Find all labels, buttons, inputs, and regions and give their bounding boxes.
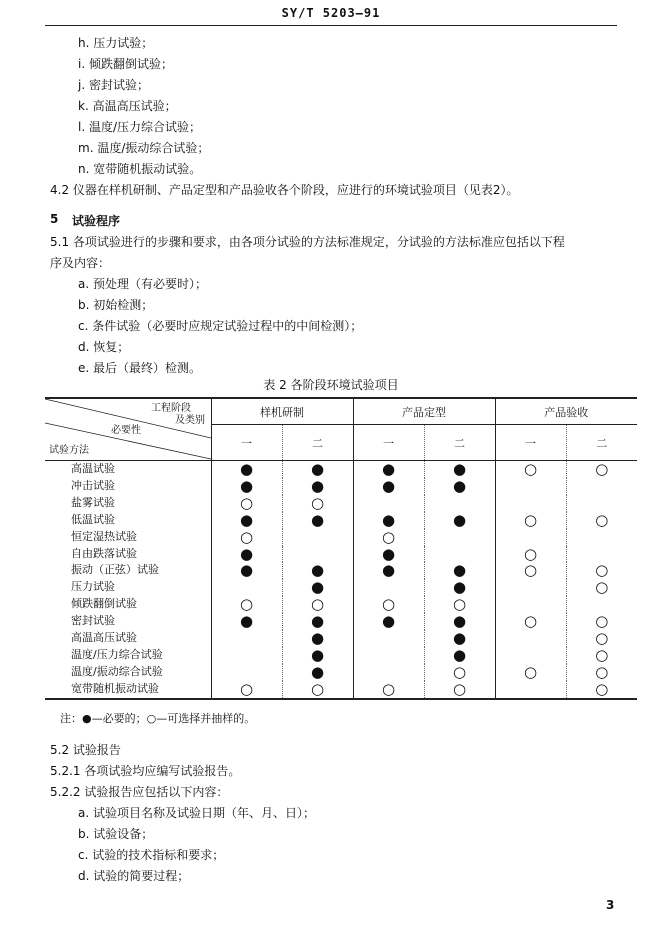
requirement-mark: ●	[282, 562, 353, 579]
test-method-name: 自由跌落试验	[71, 546, 137, 560]
list-item: j. 密封试验；	[78, 78, 149, 92]
requirement-mark: ●	[282, 647, 353, 664]
table-row	[45, 529, 637, 546]
step-item: e. 最后（最终）检测。	[78, 361, 202, 375]
requirement-mark: ○	[495, 461, 566, 478]
list-item: k. 高温高压试验；	[78, 99, 177, 113]
step-item: b. 初始检测；	[78, 298, 154, 312]
table-row	[45, 596, 637, 613]
requirement-mark: ●	[353, 512, 424, 529]
table-row	[45, 461, 637, 478]
stage-header: 产品验收	[495, 398, 637, 425]
requirement-mark: ●	[424, 562, 495, 579]
requirement-mark	[353, 647, 424, 664]
requirement-mark: ●	[282, 664, 353, 681]
requirement-mark: ○	[566, 512, 637, 529]
requirement-mark: ●	[353, 461, 424, 478]
requirement-mark: ○	[566, 579, 637, 596]
section-5-title: 试验程序	[72, 214, 121, 228]
paragraph-5-2-2: 5.2.2 试验报告应包括以下内容：	[50, 785, 229, 799]
requirement-mark: ○	[424, 596, 495, 613]
requirement-mark	[495, 478, 566, 495]
requirement-mark: ○	[211, 495, 282, 512]
test-method-name: 压力试验	[71, 580, 115, 594]
paragraph-5-1-cont: 序及内容：	[50, 256, 111, 270]
requirement-mark: ●	[211, 461, 282, 478]
test-method-name: 低温试验	[71, 512, 115, 526]
report-item: c. 试验的技术指标和要求；	[78, 848, 225, 862]
requirement-mark: ●	[353, 613, 424, 630]
requirement-mark	[424, 546, 495, 563]
table-row	[45, 495, 637, 512]
requirement-mark: ○	[566, 630, 637, 647]
test-method-name: 盐雾试验	[71, 495, 115, 509]
requirement-mark	[353, 579, 424, 596]
requirement-mark: ○	[566, 647, 637, 664]
requirement-mark: ○	[495, 664, 566, 681]
report-item: a. 试验项目名称及试验日期（年、月、日）；	[78, 806, 315, 820]
test-method-name: 温度/振动综合试验	[71, 664, 163, 678]
table-row	[45, 664, 637, 681]
test-method-name: 高温试验	[71, 462, 115, 475]
requirement-mark	[211, 630, 282, 647]
standard-code-header: SY/T 5203—91	[281, 6, 381, 20]
corner-label-method: 试验方法	[49, 445, 89, 456]
requirement-mark: ○	[211, 681, 282, 699]
paragraph-5-2-1: 5.2.1 各项试验均应编写试验报告。	[50, 764, 241, 778]
requirement-mark: ●	[424, 647, 495, 664]
category-header: 一	[353, 425, 424, 461]
requirement-mark: ○	[424, 664, 495, 681]
section-5-number: 5	[50, 212, 59, 226]
requirement-mark	[566, 596, 637, 613]
requirement-mark	[495, 681, 566, 699]
table-corner-cell	[45, 398, 211, 461]
table-row	[45, 562, 637, 579]
requirement-mark: ○	[566, 613, 637, 630]
table-row	[45, 613, 637, 630]
list-item: m. 温度/振动综合试验；	[78, 141, 210, 155]
requirement-mark: ●	[282, 630, 353, 647]
table-row	[45, 647, 637, 664]
step-item: c. 条件试验（必要时应规定试验过程中的中间检测）；	[78, 319, 363, 333]
stage-header: 产品定型	[353, 398, 495, 425]
requirement-mark	[211, 647, 282, 664]
paragraph-5-1: 5.1 各项试验进行的步骤和要求，由各项分试验的方法标准规定，分试验的方法标准应包括以下程	[50, 235, 565, 249]
requirement-mark	[495, 647, 566, 664]
requirement-mark: ●	[282, 478, 353, 495]
list-item: h. 压力试验；	[78, 36, 154, 50]
requirement-mark: ●	[424, 630, 495, 647]
list-item: l. 温度/压力综合试验；	[78, 120, 202, 134]
test-method-name: 高温高压试验	[71, 631, 137, 645]
corner-label-category: 及类别	[175, 415, 205, 426]
requirement-mark	[353, 630, 424, 647]
report-item: b. 试验设备；	[78, 827, 154, 841]
requirement-mark: ○	[282, 596, 353, 613]
test-method-name: 倾跌翻倒试验	[71, 597, 137, 611]
requirement-mark: ○	[282, 681, 353, 699]
test-method-name: 温度/压力综合试验	[71, 647, 163, 661]
step-item: a. 预处理（有必要时）；	[78, 277, 207, 291]
corner-label-stage: 工程阶段	[151, 403, 191, 414]
category-header: 二	[282, 425, 353, 461]
requirement-mark	[282, 546, 353, 563]
requirement-mark: ●	[424, 613, 495, 630]
requirement-mark	[566, 495, 637, 512]
requirement-mark: ●	[353, 478, 424, 495]
page-number: 3	[606, 898, 615, 912]
requirement-mark	[282, 529, 353, 546]
report-item: d. 试验的简要过程；	[78, 869, 190, 883]
requirement-mark: ●	[211, 562, 282, 579]
test-method-name: 密封试验	[71, 614, 115, 628]
category-header: 二	[424, 425, 495, 461]
test-method-name: 振动（正弦）试验	[71, 563, 159, 577]
stage-header: 样机研制	[211, 398, 353, 425]
category-header: 一	[495, 425, 566, 461]
section-5-2-heading: 5.2 试验报告	[50, 743, 121, 757]
requirement-mark: ○	[211, 529, 282, 546]
requirement-mark: ●	[211, 546, 282, 563]
requirement-mark: ○	[211, 596, 282, 613]
requirement-mark	[495, 495, 566, 512]
requirement-mark: ●	[424, 512, 495, 529]
requirement-mark: ●	[282, 512, 353, 529]
requirement-mark: ●	[211, 613, 282, 630]
requirement-mark	[353, 664, 424, 681]
requirement-mark: ○	[495, 613, 566, 630]
requirement-mark	[566, 546, 637, 563]
requirement-mark	[495, 596, 566, 613]
test-method-name: 冲击试验	[71, 478, 115, 492]
table-row	[45, 630, 637, 647]
requirement-mark: ○	[424, 681, 495, 699]
requirement-mark: ●	[282, 613, 353, 630]
requirement-mark: ○	[566, 664, 637, 681]
requirement-mark	[495, 529, 566, 546]
requirement-mark: ○	[566, 681, 637, 699]
test-method-name: 恒定湿热试验	[71, 529, 137, 543]
requirement-mark: ●	[424, 461, 495, 478]
category-header: 一	[211, 425, 282, 461]
requirement-mark: ○	[495, 546, 566, 563]
table-row	[45, 681, 637, 699]
requirement-mark: ●	[211, 478, 282, 495]
requirement-mark	[424, 529, 495, 546]
requirement-mark: ○	[353, 681, 424, 699]
requirement-mark: ○	[353, 596, 424, 613]
requirement-mark: ○	[353, 529, 424, 546]
requirement-mark: ○	[566, 461, 637, 478]
requirement-mark	[566, 529, 637, 546]
requirement-mark: ○	[566, 562, 637, 579]
category-header: 二	[566, 425, 637, 461]
corner-label-necessity: 必要性	[111, 425, 141, 436]
test-method-name: 宽带随机振动试验	[45, 681, 211, 699]
requirement-mark: ●	[353, 546, 424, 563]
requirement-mark: ●	[424, 579, 495, 596]
table-note: 注：●—必要的；○—可选择并抽样的。	[60, 712, 256, 725]
requirement-mark: ○	[282, 495, 353, 512]
list-item: i. 倾跌翻倒试验；	[78, 57, 173, 71]
paragraph-4-2: 4.2 仪器在样机研制、产品定型和产品验收各个阶段，应进行的环境试验项目（见表2）。	[50, 183, 519, 197]
environment-test-table	[45, 397, 637, 700]
table-row	[45, 512, 637, 529]
requirement-mark: ●	[282, 461, 353, 478]
requirement-mark	[353, 495, 424, 512]
header-rule	[45, 25, 617, 26]
requirement-mark: ○	[495, 562, 566, 579]
requirement-mark	[495, 579, 566, 596]
table-row	[45, 546, 637, 563]
table-row	[45, 478, 637, 495]
requirement-mark: ●	[211, 512, 282, 529]
requirement-mark: ●	[424, 478, 495, 495]
step-item: d. 恢复；	[78, 340, 130, 354]
requirement-mark	[211, 664, 282, 681]
requirement-mark	[424, 495, 495, 512]
table-caption: 表 2 各阶段环境试验项目	[263, 378, 399, 392]
requirement-mark: ○	[495, 512, 566, 529]
table-row	[45, 579, 637, 596]
list-item: n. 宽带随机振动试验。	[78, 162, 202, 176]
requirement-mark	[495, 630, 566, 647]
requirement-mark: ●	[282, 579, 353, 596]
requirement-mark: ●	[353, 562, 424, 579]
requirement-mark	[566, 478, 637, 495]
requirement-mark	[211, 579, 282, 596]
